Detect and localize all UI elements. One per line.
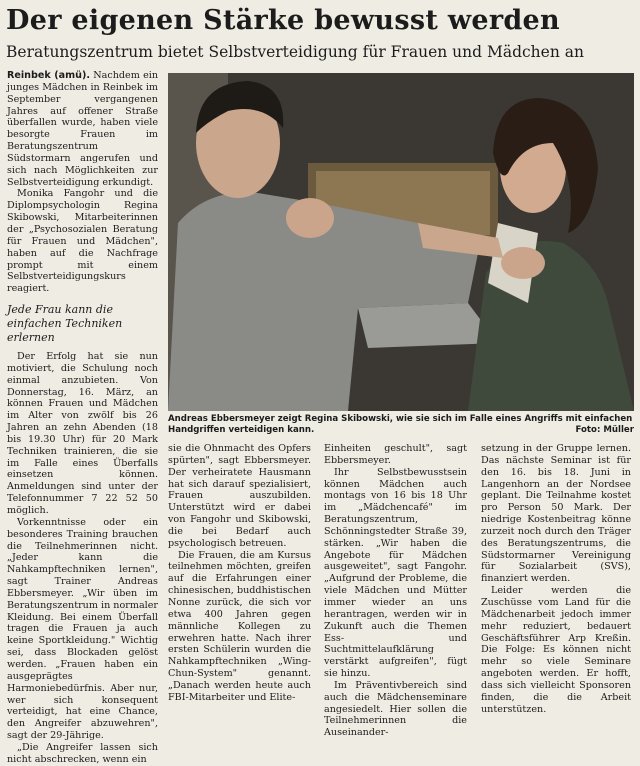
paragraph-text: Nachdem ein junges Mädchen in Reinbek im September vergangenen Jahres auf offener Straße überfallen wurde, haben viele besorgte Frauen im Beratungszentrum Südstormarn angerufen und sich nach Möglichkeiten zur Selbstverteidigung erkundigt. (7, 70, 158, 188)
caption-text: Andreas Ebbersmeyer zeigt Regina Skibowski, wie sie sich im Falle eines Angriffs mit einfachen Handgriffen verteidigen kann. (168, 414, 633, 435)
article-column-2 (168, 443, 311, 704)
photo-illustration (168, 73, 634, 411)
article-headline: Der eigenen Stärke bewusst werden (6, 5, 560, 36)
article-column-4 (481, 443, 631, 715)
article-photo (168, 73, 634, 411)
paragraph: Einheiten geschult", sagt Ebbersmeyer. (324, 443, 467, 466)
paragraph: Der Erfolg hat sie nun motiviert, die Schulung noch einmal anzubieten. Von Donnerstag, 16. März, an können Frauen und Mädchen im Alter von zwölf bis 26 Jahren an zehn Abenden (18 bis 19.30 Uhr) für 20 Mark Techniken trainieren, die sie im Falle eines Überfalls einsetzen können. Anmeldungen sind unter der Telefonnummer 7 22 52 50 möglich. (7, 351, 158, 516)
paragraph: „Die Angreifer lassen sich nicht abschrecken, wenn ein (7, 741, 158, 765)
paragraph: setzung in der Gruppe lernen. Das nächste Seminar ist für den 16. bis 18. Juni in Langenhorn an der Nordsee geplant. Die Teilnahme kostet pro Person 50 Mark. Der niedrige Kostenbeitrag könne zurzeit noch durch den Träger des Beratungszentrums, die Südstormarner Vereinigung für Sozialarbeit (SVS), finanziert werden. (481, 443, 631, 585)
paragraph: Vorkenntnisse oder ein besonderes Training brauchen die Teilnehmerinnen nicht. „Jeder kann die Nahkampftechniken lernen", sagt Trainer Andreas Ebbersmeyer. „Wir üben im Beratungszentrum in normaler Kleidung. Bei einem Überfall tragen die Frauen ja auch keine Sportkleidung." Wichtig sei, dass Blockaden gelöst werden. „Frauen haben ein ausgeprägtes Harmoniebedürfnis. Aber nur, wer sich konsequent verteidigt, hat eine Chance, den Angreifer abzuwehren", sagt der 29-Jährige. (7, 516, 158, 742)
photo-credit: Foto: Müller (575, 425, 634, 435)
paragraph: Monika Fangohr und die Diplompsychologin Regina Skibowski, Mitarbeiterinnen der „Psychosozialen Beratung für Frauen und Mädchen", haben auf die Nachfrage prompt mit einem Selbstverteidigungskurs reagiert. (7, 188, 158, 295)
paragraph: Im Präventivbereich sind auch die Mädchenseminare angesiedelt. Hier sollen die Teilnehmerinnen die Auseinander- (324, 679, 467, 739)
paragraph: Die Frauen, die am Kursus teilnehmen möchten, greifen auf die Erfahrungen einer chinesischen, buddhistischen Nonne zurück, die sich vor etwa 400 Jahren gegen männliche Kollegen zu erwehren hatte. Nach ihrer ersten Schülerin wurden die Nahkampftechniken „Wing-Chun-System" genannt. „Danach werden heute auch FBI-Mitarbeiter und Elite- (168, 549, 311, 703)
paragraph: sie die Ohnmacht des Opfers spürten", sagt Ebbersmeyer. Der verheiratete Hausmann hat sich darauf spezialisiert, Frauen auszubilden. Unterstützt wird er dabei von Fangohr und Skibowski, die bei Bedarf auch psychologisch betreuen. (168, 443, 311, 549)
photo-caption (168, 414, 634, 436)
article-subheadline: Beratungszentrum bietet Selbstverteidigung für Frauen und Mädchen an (6, 43, 584, 61)
dateline: Reinbek (amü). (7, 70, 91, 81)
article-column-1 (7, 70, 158, 766)
intermediate-heading: Jede Frau kann die einfachen Techniken erlernen (7, 303, 123, 345)
paragraph: Ihr Selbstbewusstsein können Mädchen auch montags von 16 bis 18 Uhr im „Mädchencafé" im Beratungszentrum, Schönningstedter Straße 39, stärken. „Wir haben die Angebote für Mädchen ausgeweitet", sagt Fangohr. „Aufgrund der Probleme, die viele Mädchen und Mütter immer wieder an uns herantragen, werden wir in Zukunft auch die Themen Ess- und Suchtmittelaufklärung verstärkt aufgreifen", fügt sie hinzu. (324, 466, 467, 680)
paragraph: Leider werden die Zuschüsse vom Land für die Mädchenarbeit jedoch immer mehr reduziert, bedauert Geschäftsführer Arp Kreßin. Die Folge: Es können nicht mehr so viele Seminare angeboten werden. Er hofft, dass sich vielleicht Sponsoren finden, die die Arbeit unterstützen. (481, 585, 631, 715)
paragraph (7, 70, 158, 188)
